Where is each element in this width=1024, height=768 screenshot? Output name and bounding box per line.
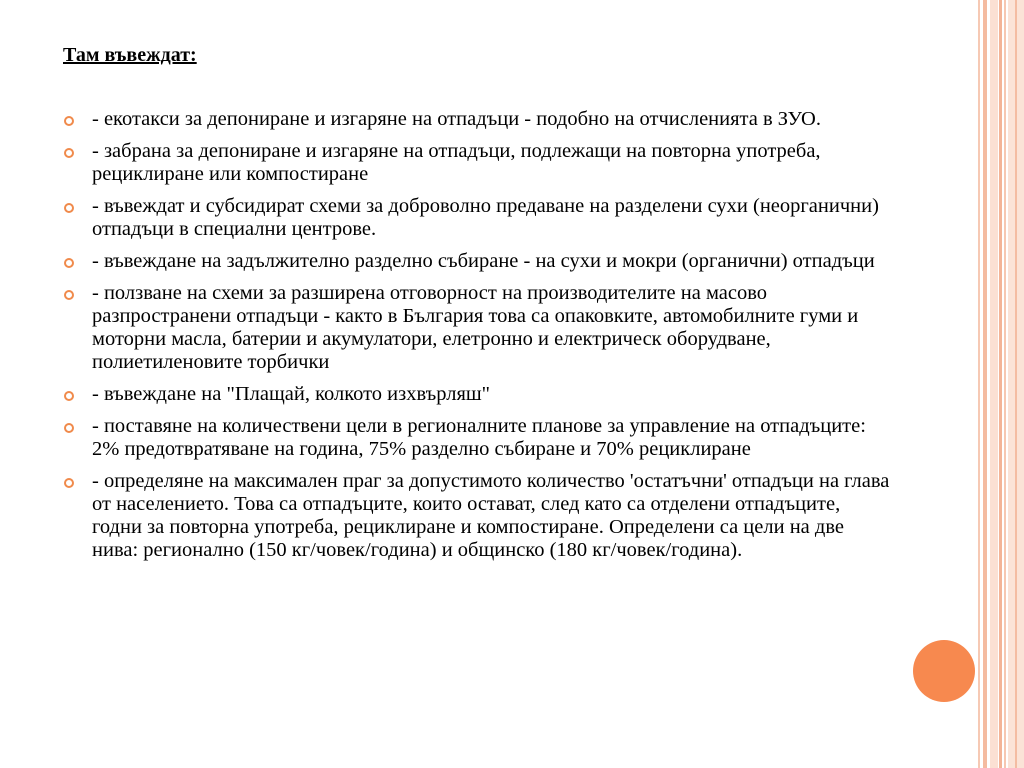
bullet-ring-icon — [64, 423, 74, 433]
bullet-list — [63, 108, 893, 571]
bullet-ring-icon — [64, 258, 74, 268]
decorative-stripe — [990, 0, 998, 768]
decorative-stripe — [1015, 0, 1017, 768]
decorative-stripe — [978, 0, 980, 768]
bullet-ring-icon — [64, 290, 74, 300]
bullet-ring-icon — [64, 478, 74, 488]
list-item — [63, 195, 893, 241]
list-item — [63, 250, 893, 273]
decorative-stripe — [1004, 0, 1006, 768]
decorative-stripe — [999, 0, 1002, 768]
bullet-ring-icon — [64, 203, 74, 213]
decorative-circle — [913, 640, 975, 702]
list-item-text: - въвеждане на "Плащай, колкото изхвърляш" — [92, 383, 491, 405]
list-item-text: - въвеждат и субсидират схеми за доброволно предаване на разделени сухи (неорганични) отпадъци в специални центрове. — [92, 195, 879, 240]
list-item-text: - въвеждане на задължително разделно събиране - на сухи и мокри (органични) отпадъци — [92, 250, 875, 272]
list-item-text: - поставяне на количествени цели в регионалните планове за управление на отпадъците: 2% предотвратяване на година, 75% разделно събиране и 70% рециклиране — [92, 415, 866, 460]
list-item — [63, 415, 893, 461]
slide-heading: Там въвеждат: — [63, 44, 197, 66]
bullet-ring-icon — [64, 148, 74, 158]
list-item-text: - определяне на максимален праг за допустимото количество 'остатъчни' отпадъци на глава от населението. Това са отпадъците, които остават, след като са отделени отпадъците, годни за повторна употреба, рециклиране и компостиране. Определени са цели на две нива: регионално (150 кг/човек/година) и общинско (180 кг/човек/година). — [92, 470, 890, 561]
list-item — [63, 383, 893, 406]
list-item — [63, 282, 893, 374]
list-item-text: - екотакси за депониране и изгаряне на отпадъци - подобно на отчисленията в ЗУО. — [92, 108, 821, 130]
bullet-ring-icon — [64, 391, 74, 401]
list-item-text: - забрана за депониране и изгаряне на отпадъци, подлежащи на повторна употреба, рециклиране или компостиране — [92, 140, 821, 185]
decorative-stripe — [983, 0, 987, 768]
list-item — [63, 470, 893, 562]
list-item-text: - ползване на схеми за разширена отговорност на производителите на масово разпространени отпадъци - както в България това са опаковките, автомобилните гуми и моторни масла, батерии и акумулатори, елетронно и електрическ оборудване, полиетиленовите торбички — [92, 282, 859, 373]
bullet-ring-icon — [64, 116, 74, 126]
list-item — [63, 140, 893, 186]
list-item — [63, 108, 893, 131]
